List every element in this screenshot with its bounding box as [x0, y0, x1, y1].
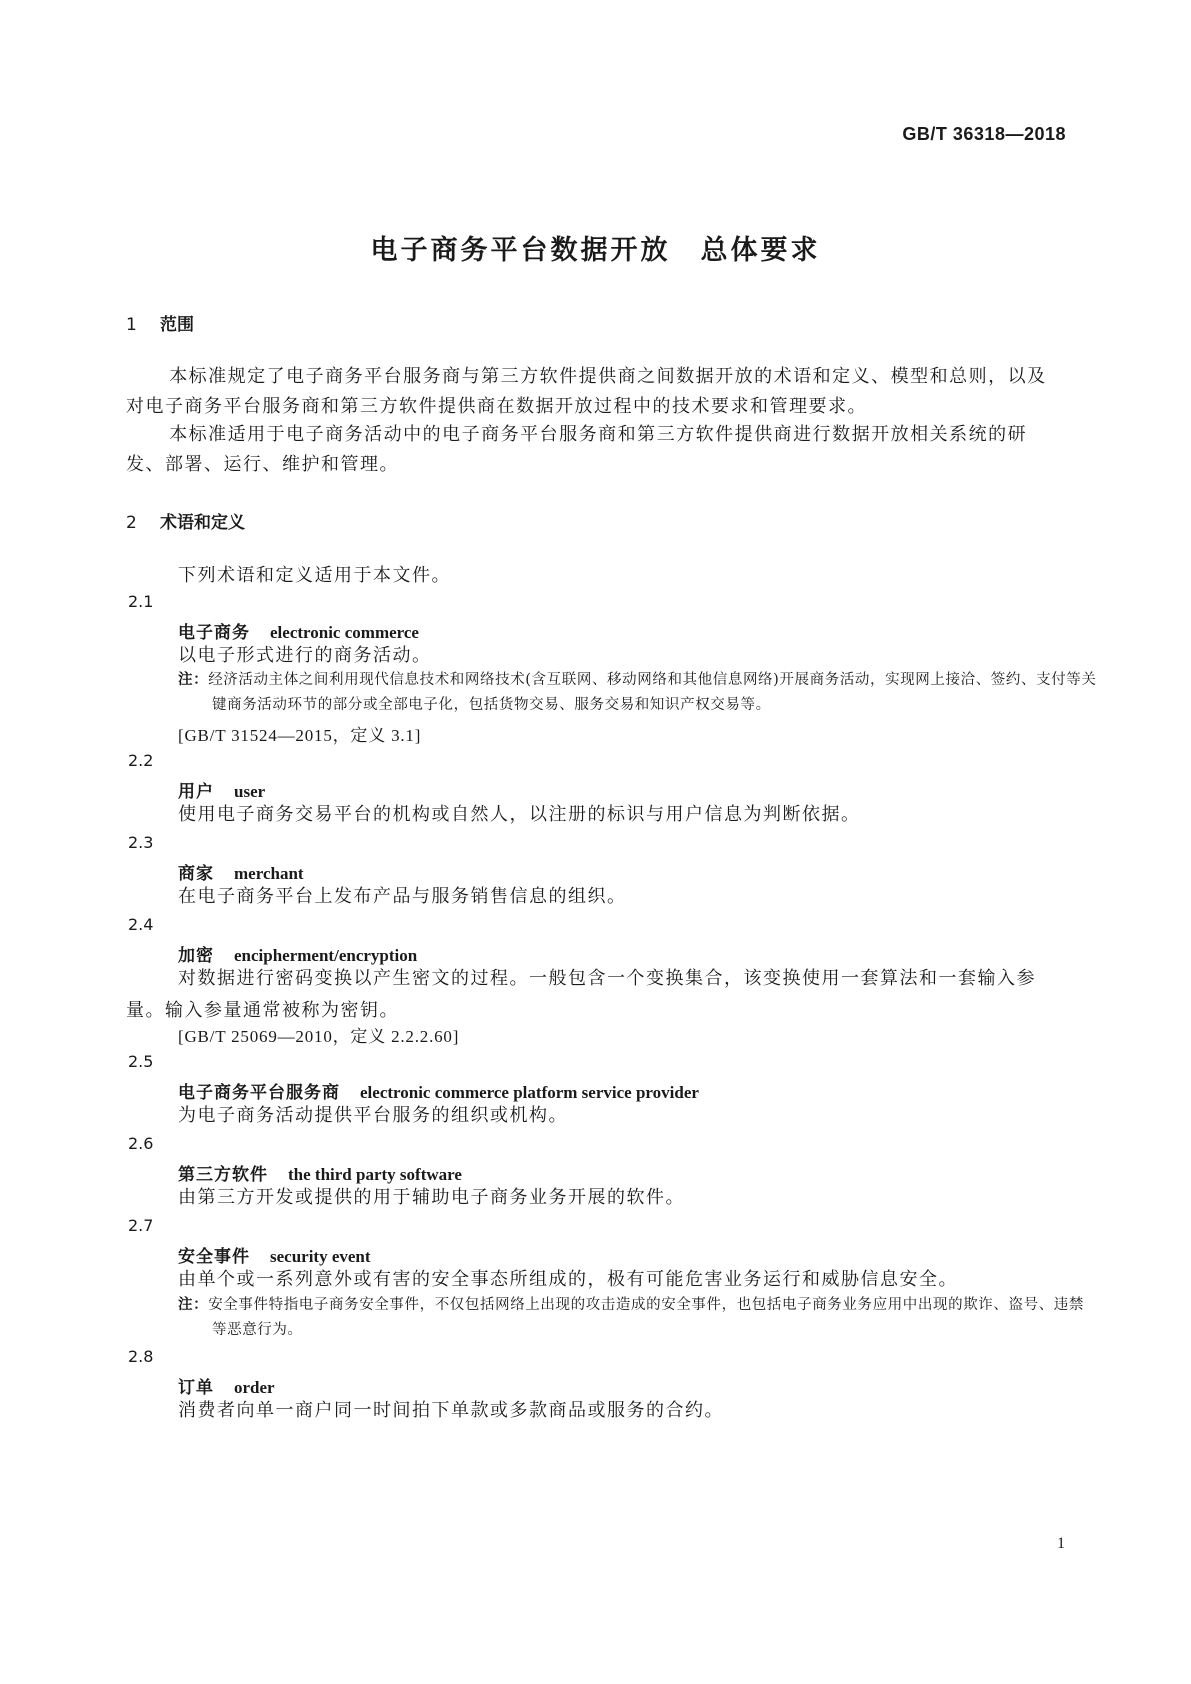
- term-heading: 用户 user: [178, 782, 266, 802]
- title-part-1: 电子商务平台数据开放: [370, 235, 671, 266]
- term-number: 2.8: [128, 1347, 154, 1366]
- term-heading: 安全事件 security event: [178, 1247, 371, 1267]
- term-definition: 使用电子商务交易平台的机构或自然人，以注册的标识与用户信息为判断依据。: [178, 804, 861, 825]
- term-definition: 为电子商务活动提供平台服务的组织或机构。: [178, 1105, 568, 1126]
- term-definition: 消费者向单一商户同一时间拍下单款或多款商品或服务的合约。: [178, 1400, 724, 1421]
- term-heading: 电子商务平台服务商 electronic commerce platform service provider: [178, 1083, 699, 1103]
- page-number: 1: [1057, 1535, 1065, 1552]
- term-note: 注：经济活动主体之间利用现代信息技术和网络技术(含互联网、移动网络和其他信息网络)开展商务活动，实现网上接洽、签约、支付等关键商务活动环节的部分或全部电子化，包括货物交易、服务交易和知识产权交易等。: [178, 672, 1097, 713]
- term-number: 2.1: [128, 592, 154, 611]
- standard-code: GB/T 36318—2018: [902, 124, 1066, 144]
- term-source: [GB/T 25069—2010，定义 2.2.2.60]: [178, 1027, 460, 1046]
- section-2-heading: 2 术语和定义: [126, 513, 245, 533]
- term-number: 2.3: [128, 833, 154, 852]
- term-definition: 对数据进行密码变换以产生密文的过程。一般包含一个变换集合，该变换使用一套算法和一套输入参量。输入参量通常被称为密钥。: [126, 968, 1036, 1021]
- term-heading: 加密 encipherment/encryption: [178, 946, 418, 966]
- term-number: 2.6: [128, 1134, 154, 1153]
- term-source: [GB/T 31524—2015，定义 3.1]: [178, 726, 422, 745]
- document-title: [0, 228, 1191, 267]
- term-number: 2.5: [128, 1052, 154, 1071]
- title-part-2: 总体要求: [700, 235, 821, 266]
- scope-paragraph-2: 本标准适用于电子商务活动中的电子商务平台服务商和第三方软件提供商进行数据开放相关系统的研发、部署、运行、维护和管理。: [126, 424, 1028, 475]
- term-number: 2.7: [128, 1216, 154, 1235]
- term-definition: 在电子商务平台上发布产品与服务销售信息的组织。: [178, 886, 627, 907]
- term-heading: 订单 order: [178, 1378, 275, 1398]
- term-number: 2.2: [128, 751, 154, 770]
- term-definition: 由单个或一系列意外或有害的安全事态所组成的，极有可能危害业务运行和威胁信息安全。: [178, 1269, 958, 1290]
- term-definition: 由第三方开发或提供的用于辅助电子商务业务开展的软件。: [178, 1187, 685, 1208]
- section-1-heading: 1 范围: [126, 315, 194, 335]
- term-heading: 第三方软件 the third party software: [178, 1165, 462, 1185]
- scope-paragraph-1: 本标准规定了电子商务平台服务商与第三方软件提供商之间数据开放的术语和定义、模型和总则，以及对电子商务平台服务商和第三方软件提供商在数据开放过程中的技术要求和管理要求。: [126, 366, 1047, 417]
- terms-intro: 下列术语和定义适用于本文件。: [178, 565, 451, 586]
- term-definition: 以电子形式进行的商务活动。: [178, 645, 432, 666]
- term-number: 2.4: [128, 915, 154, 934]
- term-heading: 电子商务 electronic commerce: [178, 623, 419, 643]
- term-note: 注：安全事件特指电子商务安全事件，不仅包括网络上出现的攻击造成的安全事件，也包括电子商务业务应用中出现的欺诈、盗号、违禁等恶意行为。: [178, 1297, 1084, 1338]
- term-heading: 商家 merchant: [178, 864, 304, 884]
